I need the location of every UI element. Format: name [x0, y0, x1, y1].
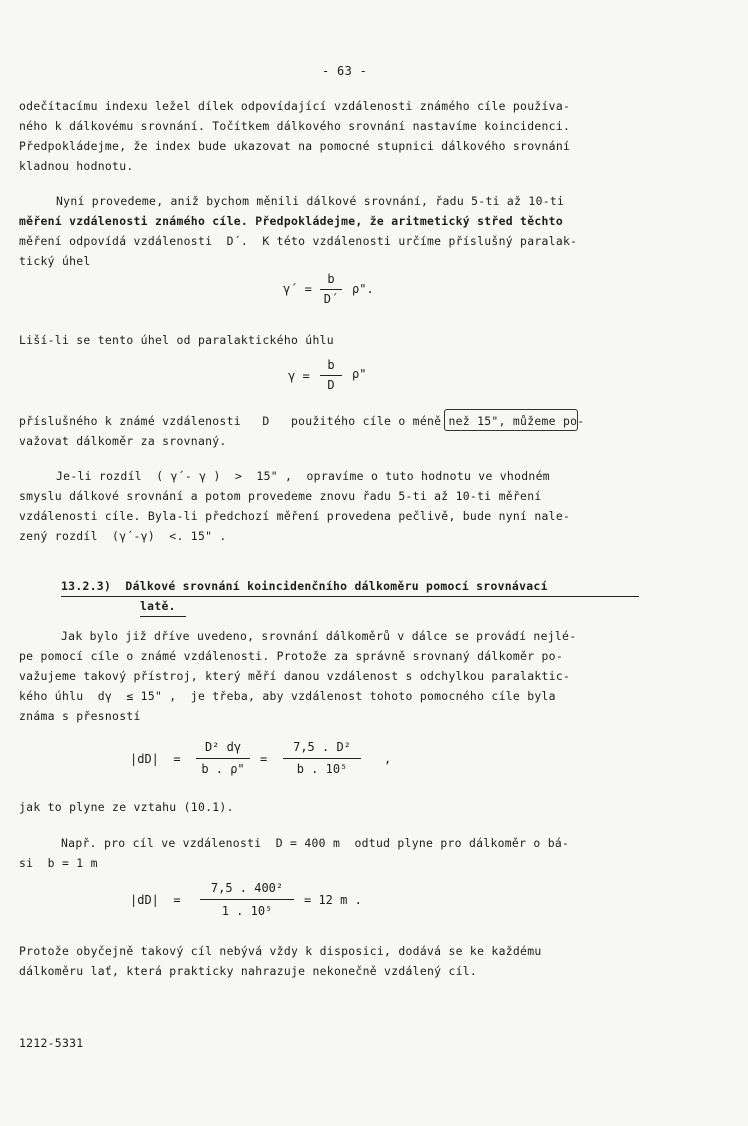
paragraph-line: příslušného k známé vzdálenosti D použitého cíle o méně než 15", můžeme po-: [19, 414, 585, 428]
paragraph-line: važujeme takový přístroj, který měří danou vzdálenost s odchylkou paralaktic-: [19, 669, 571, 683]
paragraph-line: vzdálenosti cíle. Byla-li předchozí měření provedena pečlivě, bude nyní nale-: [19, 509, 571, 523]
page-number: - 63 -: [322, 64, 368, 78]
section-heading-cont: latě.: [140, 599, 176, 613]
paragraph-line: odečítacímu indexu ležel dílek odpovídající vzdálenosti známého cíle používa-: [19, 99, 571, 113]
paragraph-line: Nyní provedeme, aniž bychom měnili dálkové srovnání, řadu 5-ti až 10-ti: [56, 194, 565, 208]
paragraph-line: pe pomocí cíle o známé vzdálenosti. Protože za správně srovnaný dálkoměr po-: [19, 649, 563, 663]
section-heading: 13.2.3) Dálkové srovnání koincidenčního dálkoměru pomocí srovnávací: [61, 579, 548, 593]
paragraph-line: ného k dálkovému srovnání. Točítkem dálkového srovnání nastavíme koincidenci.: [19, 119, 571, 133]
paragraph-line: zený rozdíl (γ´-γ) <. 15" .: [19, 529, 227, 543]
paragraph-line: Je-li rozdíl ( γ´- γ ) > 15" , opravíme o tuto hodnotu ve vhodném: [56, 469, 550, 483]
paragraph-line: kého úhlu dγ ≤ 15" , je třeba, aby vzdálenost tohoto pomocného cíle byla: [19, 689, 556, 703]
paragraph-line: měření odpovídá vzdálenosti D´. K této vzdálenosti určíme příslušný paralak-: [19, 234, 578, 248]
paragraph-line: važovat dálkoměr za srovnaný.: [19, 434, 227, 448]
paragraph-line: Např. pro cíl ve vzdálenosti D = 400 m odtud plyne pro dálkoměr o bá-: [61, 836, 570, 850]
paragraph-line: Jak bylo již dříve uvedeno, srovnání dálkoměrů v dálce se provádí nejlé-: [61, 629, 577, 643]
paragraph-line: si b = 1 m: [19, 856, 98, 870]
paragraph-line: Protože obyčejně takový cíl nebývá vždy k disposici, dodává se ke každému: [19, 944, 542, 958]
paragraph-line: dálkoměru lať, která prakticky nahrazuje nekonečně vzdálený cíl.: [19, 964, 478, 978]
highlight-box: [444, 409, 578, 431]
paragraph-line: jak to plyne ze vztahu (10.1).: [19, 800, 234, 814]
paragraph-line: tický úhel: [19, 254, 91, 268]
paragraph-line: Předpokládejme, že index bude ukazovat na pomocné stupnici dálkového srovnání: [19, 139, 571, 153]
document-page: - 63 - odečítacímu indexu ležel dílek odpovídající vzdálenosti známého cíle používa- ného k dálkovému srovnání. Točítkem dálkového srovnání nastavíme koincidenci. Předpokládejme, že index bude ukazovat na pomocné stupnici dálkového srovnání kladnou hodnotu. Nyní provedeme, aniž bychom měnili dálkové srovnání, řadu 5-ti až 10-ti měření vzdálenosti známého cíle. Předpokládejme, že aritmetický střed těchto měření odpovídá vzdálenosti D´. K této vzdálenosti určíme příslušný paralak- tický úhel γ´ = b D´ ρ". Liší-li se tento úhel od paralaktického úhlu γ = b D ρ" příslušného k známé vzdálenosti D použitého cíle o méně než 15", můžeme po- važovat dálkoměr za srovnaný. Je-li rozdíl ( γ´- γ ) > 15" , opravíme o tuto hodnotu ve vhodném smyslu dálkové srovnání a potom provedeme znovu řadu 5-ti až 10-ti měření vzdálenosti cíle. Byla-li předchozí měření provedena pečlivě, bude nyní nale- zený rozdíl (γ´-γ) <. 15" . 13.2.3) Dálkové srovnání koincidenčního dálkoměru pomocí srovnávací latě. Jak bylo již dříve uvedeno, srovnání dálkoměrů v dálce se provádí nejlé- pe pomocí cíle o známé vzdálenosti. Protože za správně srovnaný dálkoměr po- važujeme takový přístroj, který měří danou vzdálenost s odchylkou paralaktic- kého úhlu dγ ≤ 15" , je třeba, aby vzdálenost tohoto pomocného cíle byla známa s přesností |dD| = D² dγ b . ρ" = 7,5 . D² b . 10⁵ , jak to plyne ze vztahu (10.1). Např. pro cíl ve vzdálenosti D = 400 m odtud plyne pro dálkoměr o bá- si b = 1 m |dD| = 7,5 . 400² 1 . 10⁵ = 12 m . Protože obyčejně takový cíl nebývá vždy k disposici, dodává se ke každému dálkoměru lať, která prakticky nahrazuje nekonečně vzdálený cíl. 1212-5331: [0, 0, 748, 1126]
paragraph-line: známa s přesností: [19, 709, 141, 723]
paragraph-line: kladnou hodnotu.: [19, 159, 134, 173]
paragraph-line: smyslu dálkové srovnání a potom provedeme znovu řadu 5-ti až 10-ti měření: [19, 489, 542, 503]
paragraph-line: Liší-li se tento úhel od paralaktického úhlu: [19, 333, 334, 347]
paragraph-line: měření vzdálenosti známého cíle. Předpokládejme, že aritmetický střed těchto: [19, 214, 563, 228]
footer-code: 1212-5331: [19, 1036, 84, 1050]
